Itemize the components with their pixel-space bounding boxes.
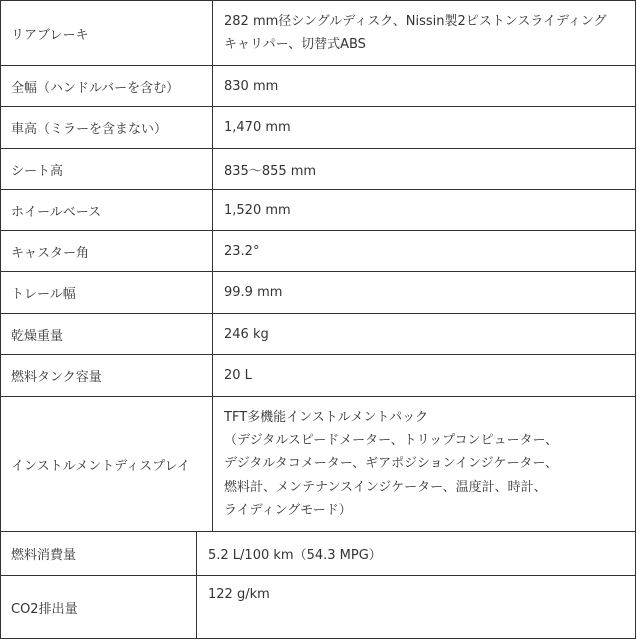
spec-label: 乾燥重量 <box>11 328 64 344</box>
spec-row-overall-height <box>0 107 636 149</box>
spec-value: 1,520 mm <box>212 190 635 230</box>
spec-label: リアブレーキ <box>11 27 89 43</box>
spec-row-instrument-display <box>0 397 636 532</box>
spec-value-line: キャリパー、切替式ABS <box>224 37 366 52</box>
spec-value-line: 282 mm径シングルディスク、Nissin製2ピストンスライディング <box>224 13 607 29</box>
spec-row-caster-angle <box>0 231 636 272</box>
spec-value: 1,470 mm <box>212 107 635 148</box>
spec-value: 830 mm <box>212 66 635 106</box>
spec-value-line: デジタルタコメーター、ギアポジションインジケーター、 <box>224 456 558 472</box>
spec-row-dry-weight <box>0 314 636 355</box>
spec-row-trail <box>0 272 636 314</box>
spec-label: 燃料タンク容量 <box>11 370 102 385</box>
spec-value: 835～855 mm <box>212 149 635 189</box>
spec-label: 燃料消費量 <box>11 548 77 563</box>
spec-value: 5.2 L/100 km（54.3 MPG） <box>196 532 635 575</box>
spec-label: 全幅（ハンドルバーを含む） <box>11 80 180 96</box>
spec-label: CO2排出量 <box>11 601 78 617</box>
spec-label: シート高 <box>11 163 64 179</box>
spec-label: インストルメントディスプレイ <box>11 458 191 474</box>
spec-value: 20 L <box>212 355 635 396</box>
spec-label: トレール幅 <box>11 287 76 302</box>
spec-value-line: TFT多機能インストルメントパック <box>224 409 429 425</box>
spec-value <box>212 1 635 65</box>
spec-row-seat-height <box>0 149 636 190</box>
spec-value: 23.2° <box>212 231 635 271</box>
spec-row-fuel-consumption <box>0 532 636 576</box>
spec-value-line: 燃料計、メンテナンスインジケーター、温度計、時計、 <box>224 479 547 495</box>
spec-row-co2-emissions <box>0 576 636 639</box>
spec-value-line: （デジタルスピードメーター、トリップコンピューター、 <box>224 433 558 449</box>
spec-label: ホイールベース <box>11 204 102 220</box>
spec-label: 車高（ミラーを含まない） <box>11 122 168 137</box>
spec-value: 99.9 mm <box>212 272 635 313</box>
spec-value: 246 kg <box>212 314 635 354</box>
spec-row-fuel-tank <box>0 355 636 397</box>
spec-row-rear-brake <box>0 0 636 66</box>
spec-value-line: ライディングモード） <box>224 502 352 518</box>
spec-value <box>212 397 635 531</box>
spec-row-wheelbase <box>0 190 636 231</box>
spec-value: 122 g/km <box>196 576 635 638</box>
spec-row-overall-width <box>0 66 636 107</box>
spec-label: キャスター角 <box>11 245 90 261</box>
